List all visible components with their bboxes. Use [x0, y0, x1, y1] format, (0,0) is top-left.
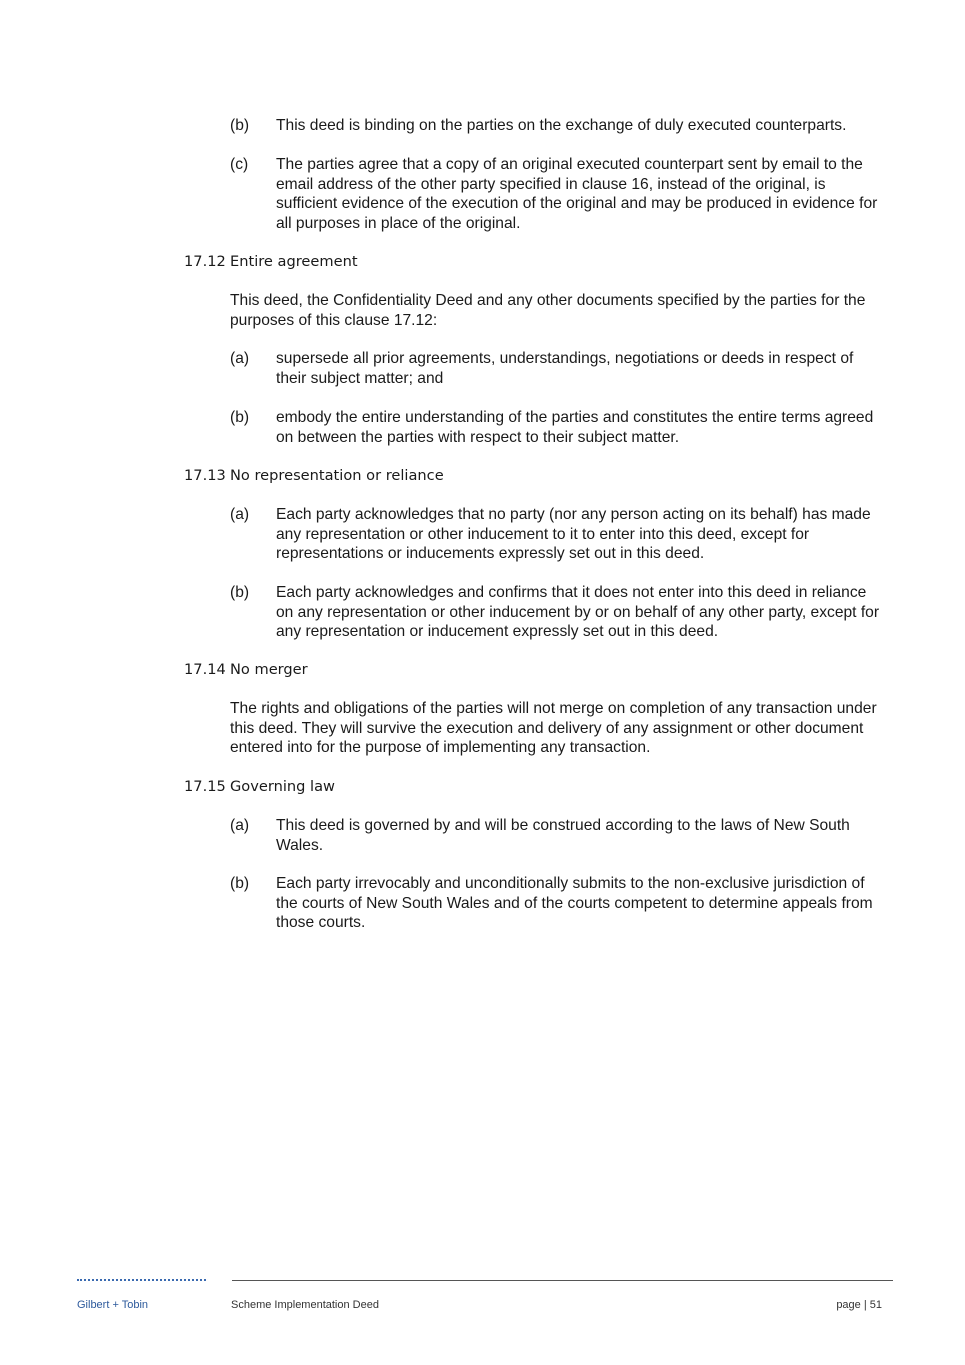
- item-label: (a): [230, 506, 250, 523]
- item-text: This deed is governed by and will be construed according to the laws of New South Wales.: [276, 817, 850, 854]
- footer-rule: [232, 1280, 893, 1281]
- clause-17-13-heading: [184, 466, 444, 485]
- clause-17-15-heading: [184, 777, 335, 796]
- item-label: (a): [230, 350, 250, 367]
- clause-17-14-heading: [184, 660, 308, 679]
- item-label: (b): [230, 117, 250, 134]
- item-text: The parties agree that a copy of an original executed counterpart sent by email to the email address of the other party specified in clause 16, instead of the original, is sufficient evidence of the execution of the original and may be produced in evidence for all purposes in place of the original.: [276, 156, 878, 232]
- item-text: This deed is binding on the parties on the exchange of duly executed counterparts.: [276, 117, 847, 134]
- item-label: (b): [230, 409, 250, 426]
- item-label: (c): [230, 156, 249, 173]
- heading-number: 17.12: [184, 253, 226, 270]
- item-text: Each party acknowledges and confirms that it does not enter into this deed in reliance on any representation or other inducement by or on behalf of any other party, except for any representation or inducement expressly set out in this deed.: [276, 584, 880, 640]
- clause-17-12-intro: This deed, the Confidentiality Deed and any other documents specified by the parties for the purposes of this clause 17.12:: [230, 292, 866, 329]
- heading-title: Entire agreement: [230, 253, 358, 270]
- footer-firm-name: Gilbert + Tobin: [77, 1299, 149, 1311]
- heading-title: Governing law: [230, 778, 335, 795]
- footer-document-title: Scheme Implementation Deed: [231, 1299, 379, 1311]
- item-text: embody the entire understanding of the parties and constitutes the entire terms agreed on between the parties with respect to their subject matter.: [276, 409, 874, 446]
- item-text: Each party irrevocably and unconditionally submits to the non-exclusive jurisdiction of the courts of New South Wales and of the courts competent to determine appeals from those courts.: [276, 875, 873, 931]
- clause-17-14-body: The rights and obligations of the parties will not merge on completion of any transaction under this deed. They will survive the execution and delivery of any assignment or other document entered into for the purpose of implementing any transaction.: [230, 700, 877, 756]
- item-label: (a): [230, 817, 250, 834]
- heading-title: No merger: [230, 661, 308, 678]
- heading-number: 17.13: [184, 467, 226, 484]
- heading-number: 17.15: [184, 778, 226, 795]
- item-label: (b): [230, 584, 250, 601]
- clause-17-12-heading: [184, 252, 358, 271]
- heading-number: 17.14: [184, 661, 226, 678]
- item-text: Each party acknowledges that no party (nor any person acting on its behalf) has made any representation or other inducement to it to enter into this deed, except for representations or inducements expressly set out in this deed.: [276, 506, 871, 562]
- item-text: supersede all prior agreements, understandings, negotiations or deeds in respect of their subject matter; and: [276, 350, 854, 387]
- item-label: (b): [230, 875, 250, 892]
- footer-dotted-rule: [77, 1279, 206, 1281]
- heading-title: No representation or reliance: [230, 467, 444, 484]
- footer-page-number: page | 51: [836, 1299, 882, 1311]
